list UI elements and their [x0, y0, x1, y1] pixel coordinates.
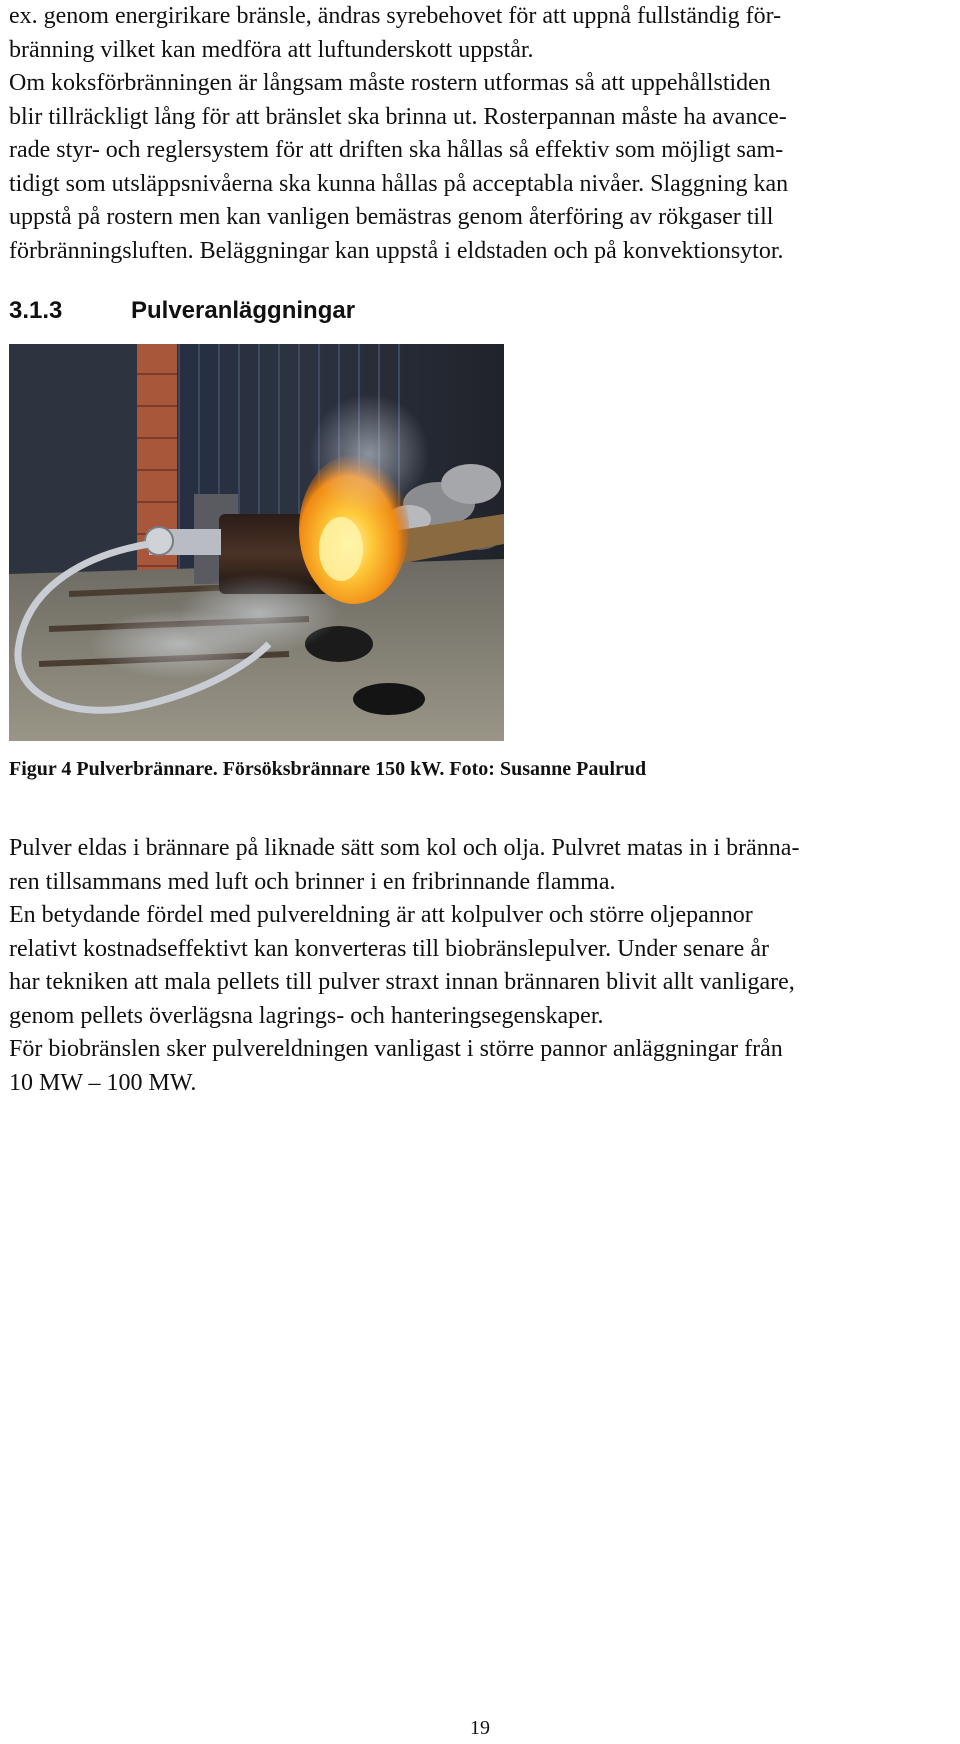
text-line: förbränningsluften. Beläggningar kan uppstå i eldstaden och på konvektionsytor.	[9, 237, 784, 264]
text-line: Om koksförbränningen är långsam måste rostern utformas så att uppehållstiden	[9, 70, 771, 96]
text-line: blir tillräckligt lång för att bränslet ska brinna ut. Rosterpannan måste ha avance-	[9, 103, 787, 130]
text-line: För biobränslen sker pulvereldningen vanligast i större pannor anläggningar från	[9, 1036, 783, 1062]
section-number: 3.1.3	[9, 297, 63, 324]
body-paragraph	[9, 832, 944, 1100]
text-line: 10 MW – 100 MW.	[9, 1069, 197, 1096]
text-line: genom pellets överlägsna lagrings- och hanteringsegenskaper.	[9, 1002, 604, 1029]
section-title: Pulveranläggningar	[131, 297, 356, 324]
text-line: har tekniken att mala pellets till pulver straxt innan brännaren blivit allt vanligare,	[9, 969, 795, 995]
text-line: uppstå på rostern men kan vanligen bemästras genom återföring av rökgaser till	[9, 204, 774, 230]
text-line: En betydande fördel med pulvereldning är att kolpulver och större oljepannor	[9, 902, 753, 928]
text-line: tidigt som utsläppsnivåerna ska kunna hållas på acceptabla nivåer. Slaggning kan	[9, 170, 789, 197]
text-line: ex. genom energirikare bränsle, ändras syrebehovet för att uppnå fullständig för-	[9, 3, 782, 29]
burner-photo	[9, 344, 504, 741]
section-heading	[9, 296, 355, 326]
text-line: bränning vilket kan medföra att luftunderskott uppstår.	[9, 36, 534, 63]
figure-caption: Figur 4 Pulverbrännare. Försöksbrännare 150 kW. Foto: Susanne Paulrud	[9, 758, 647, 780]
text-line: ren tillsammans med luft och brinner i en fribrinnande flamma.	[9, 868, 616, 895]
text-line: rade styr- och reglersystem för att driften ska hållas så effektiv som möjligt sam-	[9, 137, 784, 163]
text-line: relativt kostnadseffektivt kan konverteras till biobränslepulver. Under senare år	[9, 935, 769, 962]
intro-paragraph	[9, 0, 944, 268]
text-line: Pulver eldas i brännare på liknade sätt som kol och olja. Pulvret matas in i bränna-	[9, 835, 800, 861]
page-number: 19	[470, 1717, 490, 1739]
